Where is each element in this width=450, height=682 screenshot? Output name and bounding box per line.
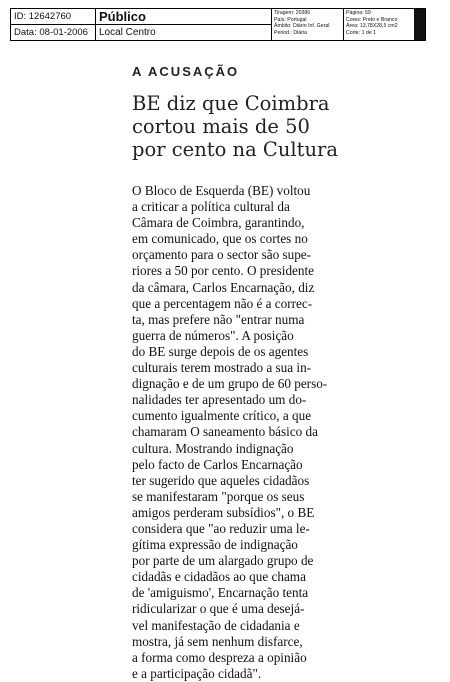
circulation-line: Tiragem: 20386	[274, 10, 311, 16]
body-line: ta, mas prefere não "entrar numa	[132, 311, 305, 327]
page-line: Página: 59	[346, 10, 371, 16]
body-line: em comunicado, que os cortes no	[132, 231, 308, 247]
circulation-info	[272, 9, 344, 40]
headline-line: por cento na Cultura	[132, 138, 338, 161]
publication-section: Local Centro	[96, 24, 271, 40]
country-line: País: Portugal	[274, 16, 307, 23]
body-line: ridicularizar o que é uma desejá-	[132, 601, 305, 617]
cut-line: Corte: 1 de 1	[346, 29, 376, 36]
registration-mark	[414, 9, 425, 40]
area-line: Área: 13,78X28,5 cm2	[346, 23, 398, 29]
body-line: cultura. Mostrando indignação	[132, 440, 294, 456]
body-line: mostra, já sem nenhum disfarce,	[132, 633, 303, 649]
publication-column	[96, 9, 272, 40]
colors-line: Cores: Preto e Branco	[346, 16, 398, 23]
body-line: cidadãs e cidadãos ao que chama	[132, 569, 306, 585]
article-body	[132, 183, 328, 682]
body-line: chamaram O saneamento básico da	[132, 424, 319, 440]
body-line: riores a 50 por cento. O presidente	[132, 263, 314, 279]
page-info	[344, 9, 413, 40]
clipping-id-column	[11, 9, 96, 40]
body-line: O Bloco de Esquerda (BE) voltou	[132, 183, 311, 198]
body-line: ter sugerido que aqueles cidadãos	[132, 472, 310, 488]
body-line: gítima expressão de indignação	[132, 537, 298, 553]
body-line: vel manifestação de cidadania e	[132, 617, 300, 633]
body-line: guerra de números". A posição	[132, 327, 294, 343]
body-line: Câmara de Coimbra, garantindo,	[132, 215, 305, 231]
body-line: cumento igualmente crítico, a que	[132, 408, 312, 424]
body-line: e a participação cidadã".	[132, 665, 262, 681]
body-line: de 'amiguismo', Encarnação tenta	[132, 585, 309, 601]
article-kicker: A ACUSAÇÃO	[132, 64, 240, 79]
body-line: dignação e de um grupo de 60 perso-	[132, 376, 328, 392]
body-line: considera que "ao reduzir uma le-	[132, 520, 310, 536]
headline-line: BE diz que Coimbra	[132, 92, 330, 115]
body-line: amigos perderam subsídios", o BE	[132, 504, 315, 520]
clipping-header	[10, 8, 426, 41]
body-line: pelo facto de Carlos Encarnação	[132, 456, 303, 472]
body-line: culturais terem mostrado a sua in-	[132, 360, 312, 376]
body-line: da câmara, Carlos Encarnação, diz	[132, 279, 315, 295]
body-line: se manifestaram "porque os seus	[132, 488, 305, 504]
article-headline	[132, 92, 342, 161]
clipping-date: Data: 08-01-2006	[11, 24, 95, 40]
body-line: a forma como despreza a opinião	[132, 649, 307, 665]
scope-line: Âmbito: Diário Inf. Geral	[274, 23, 330, 29]
body-line: por parte de um alargado grupo de	[132, 553, 314, 569]
body-line: nalidades ter apresentado um do-	[132, 392, 307, 408]
body-line: do BE surge depois de os agentes	[132, 343, 309, 359]
clipping-id: ID: 12642760	[14, 11, 72, 22]
headline-line: cortou mais de 50	[132, 115, 310, 138]
body-line: a criticar a política cultural da	[132, 199, 290, 215]
body-line: orçamento para o sector são supe-	[132, 247, 312, 263]
body-line: que a percentagem não é a correc-	[132, 295, 313, 311]
publication-name: Público	[99, 9, 146, 24]
periodicity-line: Period.: Diária	[274, 29, 307, 36]
